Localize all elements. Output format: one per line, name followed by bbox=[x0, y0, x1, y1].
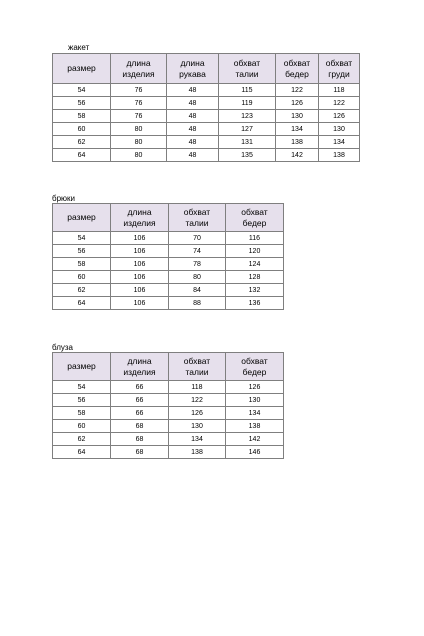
cell: 138 bbox=[276, 136, 319, 149]
cell: 48 bbox=[167, 97, 219, 110]
cell: 68 bbox=[111, 446, 169, 459]
cell: 58 bbox=[53, 258, 111, 271]
cell: 56 bbox=[53, 97, 111, 110]
cell: 120 bbox=[226, 245, 284, 258]
cell: 74 bbox=[169, 245, 226, 258]
cell: 142 bbox=[226, 433, 284, 446]
cell: 54 bbox=[53, 232, 111, 245]
cell: 60 bbox=[53, 271, 111, 284]
cell: 58 bbox=[53, 110, 111, 123]
cell: 48 bbox=[167, 149, 219, 162]
table-row bbox=[53, 245, 284, 258]
table-row bbox=[53, 407, 284, 420]
blouse-size-table bbox=[52, 352, 284, 459]
table-row bbox=[53, 136, 360, 149]
cell: 66 bbox=[111, 394, 169, 407]
table-row bbox=[53, 284, 284, 297]
cell: 54 bbox=[53, 84, 111, 97]
cell: 68 bbox=[111, 420, 169, 433]
cell: 119 bbox=[219, 97, 276, 110]
table-row bbox=[53, 394, 284, 407]
trousers-header-size: размер bbox=[53, 204, 111, 232]
table-row bbox=[53, 258, 284, 271]
cell: 134 bbox=[226, 407, 284, 420]
table-row bbox=[53, 123, 360, 136]
cell: 106 bbox=[111, 271, 169, 284]
cell: 135 bbox=[219, 149, 276, 162]
cell: 64 bbox=[53, 149, 111, 162]
cell: 80 bbox=[169, 271, 226, 284]
table-row bbox=[53, 420, 284, 433]
blouse-header-row bbox=[53, 353, 284, 381]
table-row bbox=[53, 232, 284, 245]
cell: 138 bbox=[319, 149, 360, 162]
blouse-header-length: длина изделия bbox=[111, 353, 169, 381]
trousers-caption: брюки bbox=[52, 194, 75, 203]
cell: 54 bbox=[53, 381, 111, 394]
cell: 128 bbox=[226, 271, 284, 284]
cell: 127 bbox=[219, 123, 276, 136]
table-row bbox=[53, 433, 284, 446]
table-row bbox=[53, 97, 360, 110]
cell: 106 bbox=[111, 284, 169, 297]
jacket-header-row bbox=[53, 54, 360, 84]
jacket-header-chest: обхват груди bbox=[319, 54, 360, 84]
cell: 126 bbox=[226, 381, 284, 394]
table-row bbox=[53, 84, 360, 97]
cell: 122 bbox=[276, 84, 319, 97]
cell: 106 bbox=[111, 245, 169, 258]
cell: 80 bbox=[111, 136, 167, 149]
cell: 130 bbox=[226, 394, 284, 407]
blouse-header-size: размер bbox=[53, 353, 111, 381]
cell: 80 bbox=[111, 149, 167, 162]
cell: 60 bbox=[53, 420, 111, 433]
cell: 76 bbox=[111, 84, 167, 97]
table-row bbox=[53, 110, 360, 123]
cell: 130 bbox=[319, 123, 360, 136]
cell: 106 bbox=[111, 297, 169, 310]
trousers-header-hips: обхват бедер bbox=[226, 204, 284, 232]
cell: 64 bbox=[53, 297, 111, 310]
cell: 134 bbox=[276, 123, 319, 136]
cell: 134 bbox=[169, 433, 226, 446]
cell: 76 bbox=[111, 110, 167, 123]
trousers-header-row bbox=[53, 204, 284, 232]
cell: 76 bbox=[111, 97, 167, 110]
cell: 66 bbox=[111, 381, 169, 394]
cell: 132 bbox=[226, 284, 284, 297]
jacket-header-waist: обхват талии bbox=[219, 54, 276, 84]
jacket-header-size: размер bbox=[53, 54, 111, 84]
cell: 134 bbox=[319, 136, 360, 149]
cell: 123 bbox=[219, 110, 276, 123]
cell: 138 bbox=[226, 420, 284, 433]
cell: 142 bbox=[276, 149, 319, 162]
cell: 56 bbox=[53, 245, 111, 258]
blouse-header-waist: обхват талии bbox=[169, 353, 226, 381]
cell: 138 bbox=[169, 446, 226, 459]
jacket-header-length: длина изделия bbox=[111, 54, 167, 84]
blouse-caption: блуза bbox=[52, 343, 74, 352]
cell: 62 bbox=[53, 284, 111, 297]
trousers-size-table bbox=[52, 203, 284, 310]
jacket-caption: жакет bbox=[68, 43, 90, 52]
table-row bbox=[53, 381, 284, 394]
cell: 116 bbox=[226, 232, 284, 245]
trousers-header-waist: обхват талии bbox=[169, 204, 226, 232]
cell: 106 bbox=[111, 232, 169, 245]
cell: 70 bbox=[169, 232, 226, 245]
cell: 130 bbox=[276, 110, 319, 123]
cell: 60 bbox=[53, 123, 111, 136]
cell: 118 bbox=[169, 381, 226, 394]
cell: 48 bbox=[167, 84, 219, 97]
cell: 66 bbox=[111, 407, 169, 420]
cell: 48 bbox=[167, 110, 219, 123]
cell: 62 bbox=[53, 136, 111, 149]
cell: 126 bbox=[276, 97, 319, 110]
cell: 146 bbox=[226, 446, 284, 459]
cell: 78 bbox=[169, 258, 226, 271]
jacket-header-sleeve: длина рукава bbox=[167, 54, 219, 84]
jacket-header-hips: обхват бедер bbox=[276, 54, 319, 84]
cell: 136 bbox=[226, 297, 284, 310]
cell: 118 bbox=[319, 84, 360, 97]
cell: 48 bbox=[167, 136, 219, 149]
cell: 84 bbox=[169, 284, 226, 297]
cell: 58 bbox=[53, 407, 111, 420]
table-row bbox=[53, 271, 284, 284]
cell: 122 bbox=[319, 97, 360, 110]
cell: 80 bbox=[111, 123, 167, 136]
cell: 62 bbox=[53, 433, 111, 446]
cell: 131 bbox=[219, 136, 276, 149]
cell: 130 bbox=[169, 420, 226, 433]
blouse-header-hips: обхват бедер bbox=[226, 353, 284, 381]
cell: 126 bbox=[169, 407, 226, 420]
cell: 48 bbox=[167, 123, 219, 136]
cell: 124 bbox=[226, 258, 284, 271]
table-row bbox=[53, 149, 360, 162]
cell: 115 bbox=[219, 84, 276, 97]
table-row bbox=[53, 297, 284, 310]
cell: 68 bbox=[111, 433, 169, 446]
cell: 64 bbox=[53, 446, 111, 459]
cell: 106 bbox=[111, 258, 169, 271]
trousers-header-length: длина изделия bbox=[111, 204, 169, 232]
table-row bbox=[53, 446, 284, 459]
cell: 88 bbox=[169, 297, 226, 310]
cell: 122 bbox=[169, 394, 226, 407]
cell: 126 bbox=[319, 110, 360, 123]
jacket-size-table bbox=[52, 53, 360, 162]
cell: 56 bbox=[53, 394, 111, 407]
